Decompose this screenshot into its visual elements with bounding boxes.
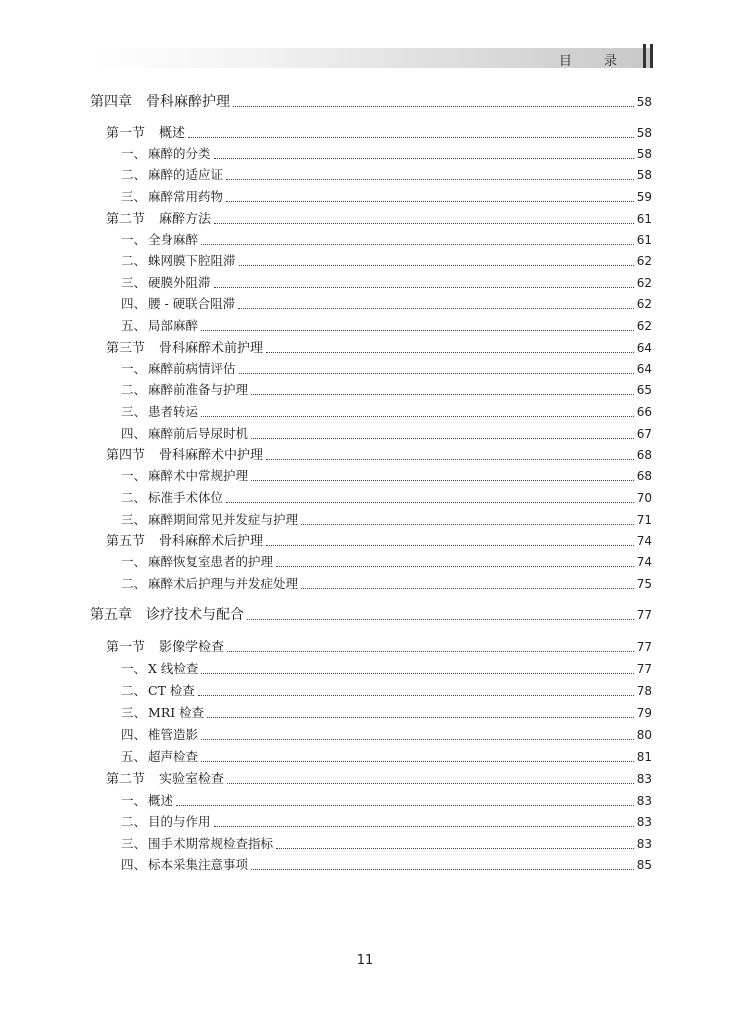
- toc-dot-leader: [226, 500, 634, 503]
- toc-entry-number: 一、: [121, 146, 147, 161]
- toc-entry-title: 麻醉方法: [159, 212, 212, 227]
- toc-entry-title: 标本采集注意事项: [148, 857, 249, 872]
- toc-entry-page: 62: [636, 254, 652, 268]
- toc-dot-leader: [301, 586, 634, 589]
- toc-entry-title: 麻醉期间常见并发症与护理: [148, 512, 299, 527]
- toc-entry-number: 一、: [121, 793, 147, 808]
- toc-entry-title: 骨科麻醉术后护理: [159, 534, 264, 549]
- toc-dot-leader: [201, 759, 634, 762]
- toc-entry-number: 一、: [121, 661, 147, 676]
- toc-item-row[interactable]: [121, 510, 652, 530]
- toc-entry-title: CT 检查: [148, 683, 195, 698]
- toc-item-row[interactable]: [121, 488, 652, 508]
- toc-dot-leader: [214, 824, 634, 827]
- toc-dot-leader: [238, 306, 634, 309]
- toc-entry-title: 患者转运: [148, 404, 199, 419]
- toc-item-row[interactable]: [121, 316, 652, 336]
- toc-entry-page: 83: [636, 837, 652, 851]
- toc-entry-page: 61: [636, 233, 652, 247]
- toc-entry-number: 第五节: [106, 534, 146, 549]
- toc-item-row[interactable]: [121, 230, 652, 250]
- toc-entry-number: 第二节: [106, 772, 146, 787]
- toc-entry-page: 80: [636, 728, 652, 742]
- toc-entry-title: 麻醉前后导尿时机: [148, 426, 249, 441]
- toc-dot-leader: [207, 715, 634, 718]
- toc-entry-title: 实验室检查: [159, 772, 225, 787]
- toc-dot-leader: [239, 263, 634, 266]
- toc-entry-title: 麻醉的分类: [148, 146, 211, 161]
- toc-entry-page: 65: [636, 383, 652, 397]
- toc-entry-title: MRI 检查: [148, 705, 205, 720]
- toc-item-row[interactable]: [121, 273, 652, 293]
- toc-entry-page: 58: [636, 95, 652, 109]
- toc-entry-title: 概述: [148, 793, 174, 808]
- toc-entry-number: 第二节: [106, 212, 146, 227]
- toc-entry-page: 74: [636, 555, 652, 569]
- toc-dot-leader: [201, 671, 633, 674]
- toc-entry-title: 围手术期常规检查指标: [148, 836, 274, 851]
- toc-dot-leader: [266, 543, 634, 546]
- toc-section-row[interactable]: [106, 531, 652, 551]
- toc-entry-number: 五、: [121, 318, 147, 333]
- toc-item-row[interactable]: [121, 659, 652, 679]
- toc-entry-page: 62: [636, 319, 652, 333]
- toc-entry-page: 77: [636, 640, 652, 654]
- toc-entry-page: 78: [636, 684, 652, 698]
- toc-entry-title: X 线检查: [148, 661, 199, 676]
- toc-entry-page: 67: [636, 427, 652, 441]
- toc-entry-page: 77: [636, 662, 652, 676]
- toc-chapter-row[interactable]: [90, 605, 652, 625]
- toc-item-row[interactable]: [121, 747, 652, 767]
- toc-section-row[interactable]: [106, 123, 652, 143]
- toc-entry-number: 三、: [121, 836, 147, 851]
- toc-dot-leader: [266, 350, 634, 353]
- toc-item-row[interactable]: [121, 703, 652, 723]
- toc-dot-leader: [266, 457, 634, 460]
- toc-entry-title: 硬膜外阻滞: [148, 275, 211, 290]
- toc-entry-page: 68: [636, 448, 652, 462]
- toc-item-row[interactable]: [121, 165, 652, 185]
- toc-entry-number: 第四节: [106, 448, 146, 463]
- toc-entry-title: 局部麻醉: [148, 318, 199, 333]
- toc-entry-page: 64: [636, 362, 652, 376]
- toc-dot-leader: [227, 781, 634, 784]
- toc-entry-number: 二、: [121, 253, 147, 268]
- toc-dot-leader: [226, 199, 634, 202]
- toc-dot-leader: [226, 177, 634, 180]
- toc-entry-number: 第一节: [106, 640, 146, 655]
- toc-dot-leader: [201, 737, 634, 740]
- toc-entry-page: 58: [636, 168, 652, 182]
- toc-item-row[interactable]: [121, 251, 652, 271]
- toc-item-row[interactable]: [121, 812, 652, 832]
- toc-dot-leader: [247, 617, 634, 620]
- toc-entry-title: 标准手术体位: [148, 490, 224, 505]
- toc-entry-title: 影像学检查: [159, 640, 225, 655]
- toc-item-row[interactable]: [121, 681, 652, 701]
- toc-entry-number: 五、: [121, 749, 147, 764]
- toc-dot-leader: [201, 414, 634, 417]
- toc-entry-page: 83: [636, 794, 652, 808]
- toc-entry-number: 三、: [121, 512, 147, 527]
- toc-entry-number: 三、: [121, 404, 147, 419]
- toc-dot-leader: [188, 135, 634, 138]
- toc-entry-page: 71: [636, 513, 652, 527]
- toc-item-row[interactable]: [121, 144, 652, 164]
- toc-entry-number: 四、: [121, 857, 147, 872]
- toc-dot-leader: [214, 156, 634, 159]
- toc-entry-title: 麻醉前病情评估: [148, 361, 236, 376]
- toc-entry-title: 麻醉常用药物: [148, 189, 224, 204]
- toc-dot-leader: [227, 649, 634, 652]
- toc-entry-page: 75: [636, 577, 652, 591]
- toc-entry-page: 61: [636, 212, 652, 226]
- toc-dot-leader: [251, 392, 634, 395]
- toc-entry-page: 58: [636, 126, 652, 140]
- toc-dot-leader: [201, 242, 634, 245]
- toc-entry-page: 85: [636, 858, 652, 872]
- toc-entry-page: 70: [636, 491, 652, 505]
- toc-item-row[interactable]: [121, 855, 652, 875]
- toc-dot-leader: [214, 221, 634, 224]
- toc-entry-page: 68: [636, 469, 652, 483]
- toc-entry-title: 超声检查: [148, 749, 199, 764]
- toc-entry-title: 麻醉的适应证: [148, 167, 224, 182]
- toc-entry-number: 二、: [121, 382, 147, 397]
- toc-item-row[interactable]: [121, 834, 652, 854]
- toc-entry-number: 第四章: [90, 94, 132, 110]
- toc-entry-title: 全身麻醉: [148, 232, 199, 247]
- toc-item-row[interactable]: [121, 791, 652, 811]
- toc-item-row[interactable]: [121, 466, 652, 486]
- toc-entry-title: 概述: [159, 126, 186, 141]
- toc-chapter-row[interactable]: [90, 92, 652, 112]
- toc-entry-number: 第一节: [106, 126, 146, 141]
- toc-dot-leader: [276, 846, 634, 849]
- toc-entry-page: 66: [636, 405, 652, 419]
- toc-entry-page: 81: [636, 750, 652, 764]
- toc-entry-number: 一、: [121, 232, 147, 247]
- toc-section-row[interactable]: [106, 769, 652, 789]
- toc-entry-title: 诊疗技术与配合: [146, 607, 244, 623]
- toc-entry-number: 二、: [121, 683, 147, 698]
- toc-entry-number: 二、: [121, 814, 147, 829]
- toc-entry-title: 骨科麻醉术中护理: [159, 448, 264, 463]
- toc-entry-page: 58: [636, 147, 652, 161]
- toc-dot-leader: [239, 371, 634, 374]
- toc-entry-number: 一、: [121, 554, 147, 569]
- toc-entry-title: 目的与作用: [148, 814, 211, 829]
- toc-section-row[interactable]: [106, 209, 652, 229]
- toc-dot-leader: [251, 436, 634, 439]
- toc-entry-number: 四、: [121, 426, 147, 441]
- toc-dot-leader: [251, 867, 634, 870]
- toc-dot-leader: [176, 803, 634, 806]
- toc-entry-page: 79: [636, 706, 652, 720]
- toc-entry-title: 麻醉前准备与护理: [148, 382, 249, 397]
- toc-entry-page: 83: [636, 772, 652, 786]
- toc-entry-title: 蛛网膜下腔阻滞: [148, 253, 236, 268]
- toc-item-row[interactable]: [121, 187, 652, 207]
- toc-dot-leader: [276, 564, 634, 567]
- toc-item-row[interactable]: [121, 574, 652, 594]
- toc-dot-leader: [198, 693, 634, 696]
- toc-entry-page: 59: [636, 190, 652, 204]
- toc-section-row[interactable]: [106, 637, 652, 657]
- toc-entry-title: 麻醉术后护理与并发症处理: [148, 576, 299, 591]
- toc-item-row[interactable]: [121, 380, 652, 400]
- toc-entry-page: 83: [636, 815, 652, 829]
- toc-dot-leader: [201, 328, 634, 331]
- page-number: 11: [356, 953, 374, 968]
- toc-entry-title: 椎管造影: [148, 727, 199, 742]
- toc-entry-title: 骨科麻醉术前护理: [159, 341, 264, 356]
- toc-entry-number: 二、: [121, 490, 147, 505]
- toc-item-row[interactable]: [121, 294, 652, 314]
- toc-dot-leader: [251, 478, 634, 481]
- toc-entry-title: 腰 - 硬联合阻滞: [148, 296, 236, 311]
- toc-item-row[interactable]: [121, 424, 652, 444]
- toc-entry-number: 三、: [121, 705, 147, 720]
- toc-dot-leader: [214, 285, 634, 288]
- toc-entry-title: 麻醉恢复室患者的护理: [148, 554, 274, 569]
- toc-entry-number: 一、: [121, 361, 147, 376]
- toc-entry-page: 62: [636, 276, 652, 290]
- toc-entry-number: 第三节: [106, 341, 146, 356]
- toc-section-row[interactable]: [106, 445, 652, 465]
- toc-entry-page: 77: [636, 608, 652, 622]
- toc-item-row[interactable]: [121, 402, 652, 422]
- toc-section-row[interactable]: [106, 338, 652, 358]
- toc-entry-number: 四、: [121, 727, 147, 742]
- header-double-bar-icon: [640, 44, 656, 68]
- toc-entry-number: 四、: [121, 296, 147, 311]
- toc-entry-number: 第五章: [90, 607, 132, 623]
- toc-entry-number: 二、: [121, 576, 147, 591]
- toc-item-row[interactable]: [121, 359, 652, 379]
- toc-entry-number: 三、: [121, 189, 147, 204]
- toc-entry-page: 74: [636, 534, 652, 548]
- toc-entry-number: 三、: [121, 275, 147, 290]
- toc-item-row[interactable]: [121, 725, 652, 745]
- toc-entry-number: 一、: [121, 468, 147, 483]
- toc-entry-page: 62: [636, 297, 652, 311]
- toc-entry-page: 64: [636, 341, 652, 355]
- header-title: 目 录: [558, 54, 631, 69]
- toc-entry-title: 麻醉术中常规护理: [148, 468, 249, 483]
- toc-entry-number: 二、: [121, 167, 147, 182]
- toc-dot-leader: [301, 522, 634, 525]
- toc-item-row[interactable]: [121, 552, 652, 572]
- toc-entry-title: 骨科麻醉护理: [146, 94, 230, 110]
- toc-dot-leader: [233, 104, 634, 107]
